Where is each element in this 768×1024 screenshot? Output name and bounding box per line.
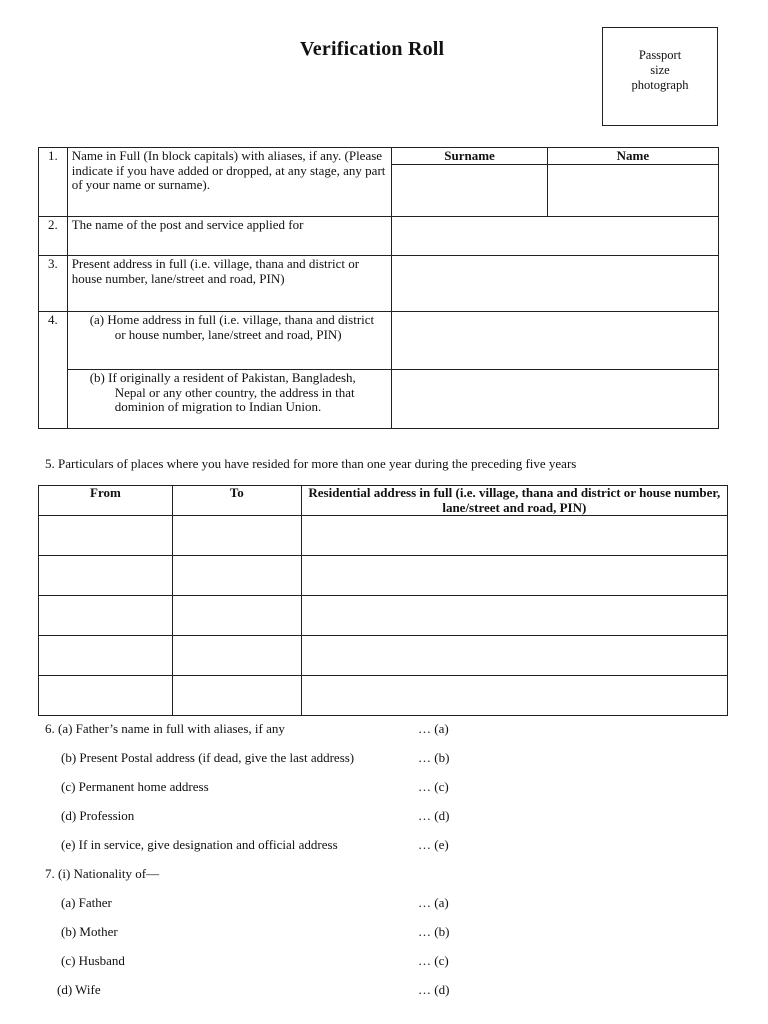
migration-address-field[interactable] [392, 370, 719, 429]
q7-father-answer[interactable]: … (a) [418, 895, 449, 910]
q6-home-address-label: (c) Permanent home address [61, 779, 209, 794]
address-cell[interactable] [301, 516, 727, 556]
surname-field[interactable] [392, 165, 547, 217]
page-title: Verification Roll [300, 38, 445, 60]
table-row [39, 596, 728, 636]
table-row [39, 556, 728, 596]
q6-profession-label: (d) Profession [61, 808, 135, 823]
q7-father-label: (a) Father [61, 895, 112, 910]
question-migration-address: (b) If originally a resident of Pakistan, Bangladesh, Nepal or any other country, the address in that dominion of migration to Indian Union. [67, 370, 392, 429]
address-cell[interactable] [301, 676, 727, 716]
from-header: From [39, 486, 173, 516]
q6-father-name-label: 6. (a) Father’s name in full with aliases, if any [45, 721, 285, 736]
q6-postal-address-answer[interactable]: … (b) [418, 750, 450, 765]
question-home-address: (a) Home address in full (i.e. village, thana and district or house number, lane/street and road, PIN) [67, 312, 392, 370]
q6-postal-address-label: (b) Present Postal address (if dead, give the last address) [61, 750, 355, 765]
address-cell[interactable] [301, 556, 727, 596]
q6-designation-answer[interactable]: … (e) [418, 837, 449, 852]
photo-box-line3: photograph [631, 78, 689, 92]
to-cell[interactable] [172, 556, 301, 596]
to-header: To [172, 486, 301, 516]
q7-mother-answer[interactable]: … (b) [418, 924, 450, 939]
present-address-field[interactable] [392, 256, 719, 312]
surname-header: Surname [392, 148, 547, 165]
question-name-full: Name in Full (In block capitals) with aliases, if any. (Please indicate if you have added or dropped, at any stage, any part of your name or surname). [67, 148, 392, 217]
home-address-field[interactable] [392, 312, 719, 370]
question-5-heading: 5. Particulars of places where you have resided for more than one year during the preceding five years [45, 456, 577, 471]
table-row [39, 676, 728, 716]
row-number: 3. [39, 256, 68, 312]
q7-husband-answer[interactable]: … (c) [418, 953, 449, 968]
q7-husband-label: (c) Husband [61, 953, 125, 968]
row-number: 2. [39, 217, 68, 256]
address-cell[interactable] [301, 596, 727, 636]
to-cell[interactable] [172, 676, 301, 716]
from-cell[interactable] [39, 596, 173, 636]
from-cell[interactable] [39, 516, 173, 556]
name-field[interactable] [547, 165, 718, 217]
q6-profession-answer[interactable]: … (d) [418, 808, 450, 823]
q6-home-address-answer[interactable]: … (c) [418, 779, 449, 794]
to-cell[interactable] [172, 596, 301, 636]
personal-details-table [38, 147, 719, 429]
q6-designation-label: (e) If in service, give designation and official address [61, 837, 338, 852]
passport-photo-box[interactable] [602, 27, 718, 126]
from-cell[interactable] [39, 636, 173, 676]
residential-address-header: Residential address in full (i.e. village, thana and district or house number, lane/street and road, PIN) [301, 486, 727, 516]
from-cell[interactable] [39, 556, 173, 596]
q6-father-name-answer[interactable]: … (a) [418, 721, 449, 736]
table-row [39, 516, 728, 556]
row-number: 4. [39, 312, 68, 429]
q7-wife-answer[interactable]: … (d) [418, 982, 450, 997]
to-cell[interactable] [172, 516, 301, 556]
q7-mother-label: (b) Mother [61, 924, 118, 939]
post-applied-field[interactable] [392, 217, 719, 256]
address-cell[interactable] [301, 636, 727, 676]
q7-heading: 7. (i) Nationality of— [45, 866, 160, 881]
q7-wife-label: (d) Wife [57, 982, 101, 997]
question-present-address: Present address in full (i.e. village, thana and district or house number, lane/street and road, PIN) [67, 256, 392, 312]
to-cell[interactable] [172, 636, 301, 676]
row-number: 1. [39, 148, 68, 217]
question-post-applied: The name of the post and service applied for [67, 217, 392, 256]
residence-table [38, 485, 728, 716]
name-header: Name [547, 148, 718, 165]
from-cell[interactable] [39, 676, 173, 716]
photo-box-line1: Passport [638, 48, 682, 62]
table-row [39, 636, 728, 676]
photo-box-line2: size [650, 63, 670, 77]
